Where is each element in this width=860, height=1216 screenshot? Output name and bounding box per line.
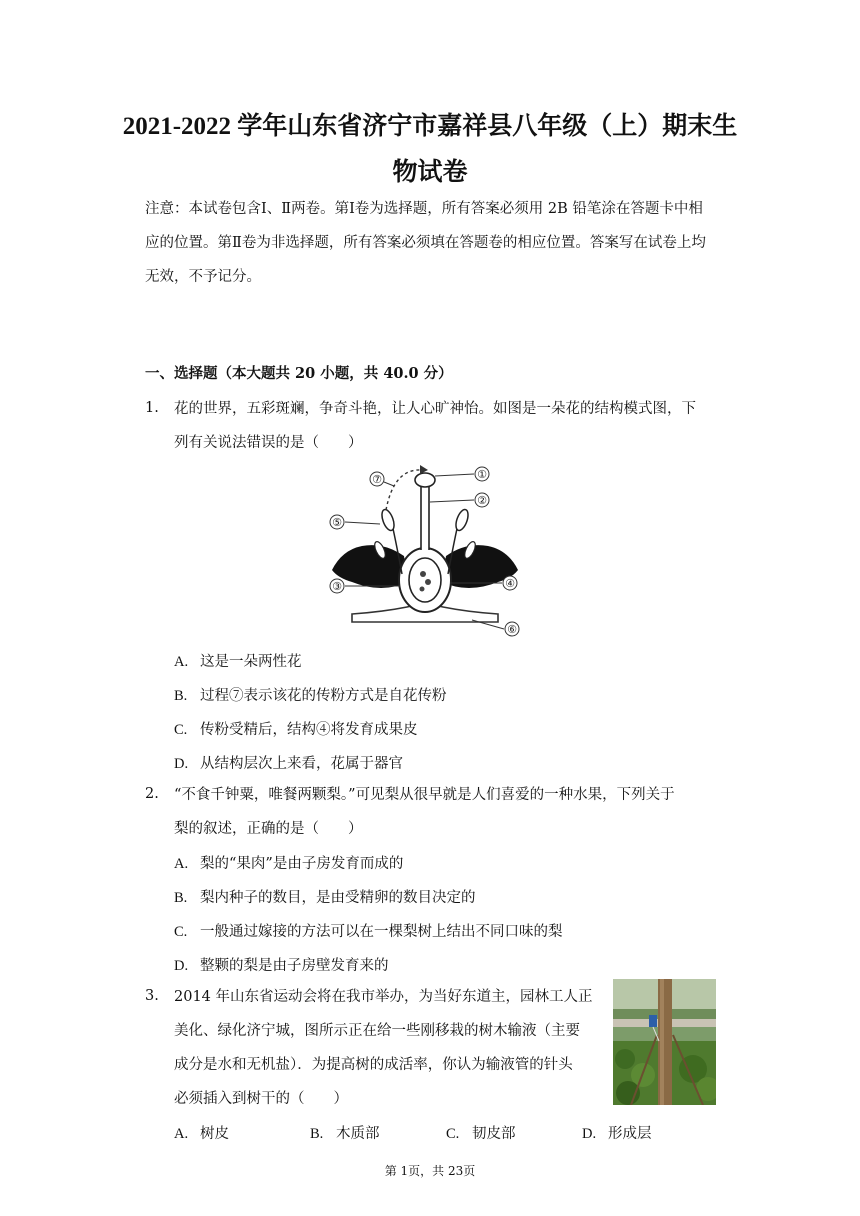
flower-structure-diagram <box>322 462 527 640</box>
exam-title-line2: 物试卷 <box>392 159 468 186</box>
option-text: 这是一朵两性花 <box>200 654 302 670</box>
option-label: A. <box>174 1126 189 1142</box>
question-2-line2: 梨的叙述，正确的是（ ） <box>174 821 363 837</box>
option-label: B. <box>310 1126 324 1142</box>
question-1-option-a[interactable] <box>174 650 302 671</box>
option-label: D. <box>582 1126 597 1142</box>
option-label: D. <box>174 958 189 974</box>
option-text: 木质部 <box>336 1126 380 1142</box>
question-3-number: 3. <box>145 988 159 1004</box>
page-footer: 第 1页，共 23页 <box>384 1164 476 1178</box>
option-text: 梨的“果肉”是由子房发育而成的 <box>200 856 404 872</box>
question-1-line2: 列有关说法错误的是（ ） <box>174 435 363 451</box>
question-2-line1: “不食千钟粟，唯餐两颗梨。”可见梨从很早就是人们喜爱的一种水果，下列关于 <box>174 787 675 803</box>
section-title: 一、选择题（本大题共 20 小题，共 40.0 分） <box>145 365 453 382</box>
exam-notice: 注意：本试卷包含Ⅰ、Ⅱ两卷。第Ⅰ卷为选择题，所有答案必须用 2B 铅笔涂在答题卡中相应的位置。第Ⅱ卷为非选择题，所有答案必须填在答题卷的相应位置。答案写在试卷上均无效，不予记分。 <box>145 201 706 285</box>
option-label: C. <box>446 1126 460 1142</box>
option-text: 一般通过嫁接的方法可以在一棵梨树上结出不同口味的梨 <box>200 924 563 940</box>
question-3-option-b[interactable] <box>310 1122 380 1143</box>
option-label: A. <box>174 654 189 670</box>
diagram-label-6: ⑥ <box>507 623 517 636</box>
option-text: 韧皮部 <box>472 1126 516 1142</box>
question-3-option-a[interactable] <box>174 1122 229 1143</box>
option-text: 梨内种子的数目，是由受精卵的数目决定的 <box>200 890 476 906</box>
option-label: B. <box>174 890 188 906</box>
option-text: 形成层 <box>608 1126 652 1142</box>
option-text: 从结构层次上来看，花属于器官 <box>200 756 403 772</box>
option-label: C. <box>174 924 188 940</box>
question-3-line1: 2014 年山东省运动会将在我市举办，为当好东道主，园林工人正 <box>174 989 593 1005</box>
question-1-number: 1. <box>145 400 159 416</box>
question-2-number: 2. <box>145 786 159 802</box>
question-2-option-c[interactable] <box>174 920 563 941</box>
question-1-line1: 花的世界，五彩斑斓，争奇斗艳，让人心旷神怡。如图是一朵花的结构模式图，下 <box>174 401 696 417</box>
diagram-label-3: ③ <box>332 580 342 593</box>
question-3-stem <box>174 980 606 1116</box>
question-3-line3: 成分是水和无机盐）．为提高树的成活率，你认为输液管的针头 <box>174 1057 573 1073</box>
diagram-label-7: ⑦ <box>372 473 382 486</box>
option-label: B. <box>174 688 188 704</box>
question-2-option-d[interactable] <box>174 954 389 975</box>
question-2-option-b[interactable] <box>174 886 476 907</box>
question-1-option-c[interactable] <box>174 718 418 739</box>
option-label: A. <box>174 856 189 872</box>
option-text: 过程⑦表示该花的传粉方式是自花传粉 <box>200 688 447 704</box>
question-1-option-b[interactable] <box>174 684 447 705</box>
diagram-label-2: ② <box>477 494 487 507</box>
option-text: 整颗的梨是由子房壁发育来的 <box>200 958 389 974</box>
tree-infusion-photo <box>613 979 716 1105</box>
question-2-option-a[interactable] <box>174 852 403 873</box>
question-3-line4: 必须插入到树干的（ ） <box>174 1091 348 1107</box>
question-3-option-d[interactable] <box>582 1122 652 1143</box>
option-text: 树皮 <box>200 1126 229 1142</box>
question-2-stem <box>174 778 719 846</box>
question-1-option-d[interactable] <box>174 752 403 773</box>
exam-title-line1: 2021-2022 学年山东省济宁市嘉祥县八年级（上）期末生 <box>122 113 738 140</box>
option-label: C. <box>174 722 188 738</box>
question-1-stem <box>174 392 719 460</box>
diagram-label-1: ① <box>477 468 487 481</box>
diagram-label-4: ④ <box>505 577 515 590</box>
diagram-label-5: ⑤ <box>332 516 342 529</box>
question-3-line2: 美化、绿化济宁城，图所示正在给一些刚移栽的树木输液（主要 <box>174 1023 580 1039</box>
question-3-option-c[interactable] <box>446 1122 516 1143</box>
option-label: D. <box>174 756 189 772</box>
option-text: 传粉受精后，结构④将发育成果皮 <box>200 722 418 738</box>
